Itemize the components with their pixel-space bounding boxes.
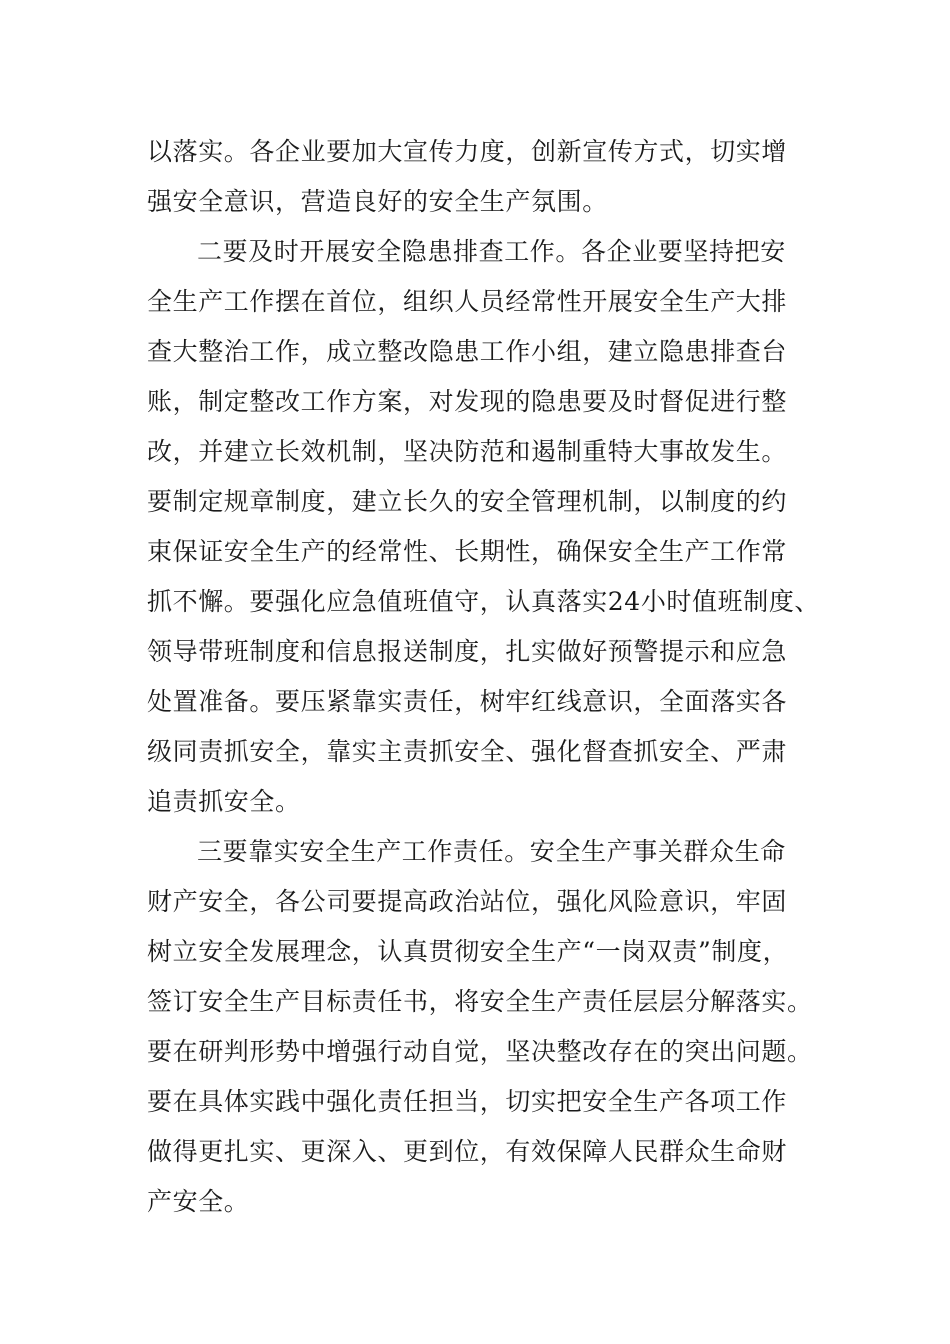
text-line: 签订安全生产目标责任书，将安全生产责任层层分解落实。 (147, 987, 813, 1016)
paragraph-start-line: 三要靠实安全生产工作责任。安全生产事关群众生命 (197, 837, 786, 866)
text-line: 改，并建立长效机制，坚决防范和遏制重特大事故发生。 (147, 437, 788, 466)
text-line: 产安全。 (147, 1187, 250, 1216)
text-line: 查大整治工作，成立整改隐患工作小组，建立隐患排查台 (147, 337, 788, 366)
text-line: 领导带班制度和信息报送制度，扎实做好预警提示和应急 (147, 637, 788, 666)
text-line: 树立安全发展理念，认真贯彻安全生产“一岗双责”制度， (147, 937, 789, 966)
text-line: 抓不懈。要强化应急值班值守，认真落实24小时值班制度、 (147, 587, 821, 616)
text-line: 束保证安全生产的经常性、长期性，确保安全生产工作常 (147, 537, 788, 566)
paragraph-start-line: 二要及时开展安全隐患排查工作。各企业要坚持把安 (197, 237, 786, 266)
text-line: 做得更扎实、更深入、更到位，有效保障人民群众生命财 (147, 1137, 788, 1166)
text-line: 要在具体实践中强化责任担当，切实把安全生产各项工作 (147, 1087, 788, 1116)
text-line: 追责抓安全。 (147, 787, 301, 816)
text-line: 全生产工作摆在首位，组织人员经常性开展安全生产大排 (147, 287, 788, 316)
text-line: 要在研判形势中增强行动自觉，坚决整改存在的突出问题。 (147, 1037, 813, 1066)
text-line: 处置准备。要压紧靠实责任，树牢红线意识，全面落实各 (147, 687, 788, 716)
text-line: 财产安全，各公司要提高政治站位，强化风险意识，牢固 (147, 887, 788, 916)
text-line: 要制定规章制度，建立长久的安全管理机制，以制度的约 (147, 487, 788, 516)
text-line: 以落实。各企业要加大宣传力度，创新宣传方式，切实增 (147, 137, 788, 166)
text-line: 账，制定整改工作方案，对发现的隐患要及时督促进行整 (147, 387, 788, 416)
text-line: 强安全意识，营造良好的安全生产氛围。 (147, 187, 608, 216)
text-line: 级同责抓安全，靠实主责抓安全、强化督查抓安全、严肃 (147, 737, 788, 766)
